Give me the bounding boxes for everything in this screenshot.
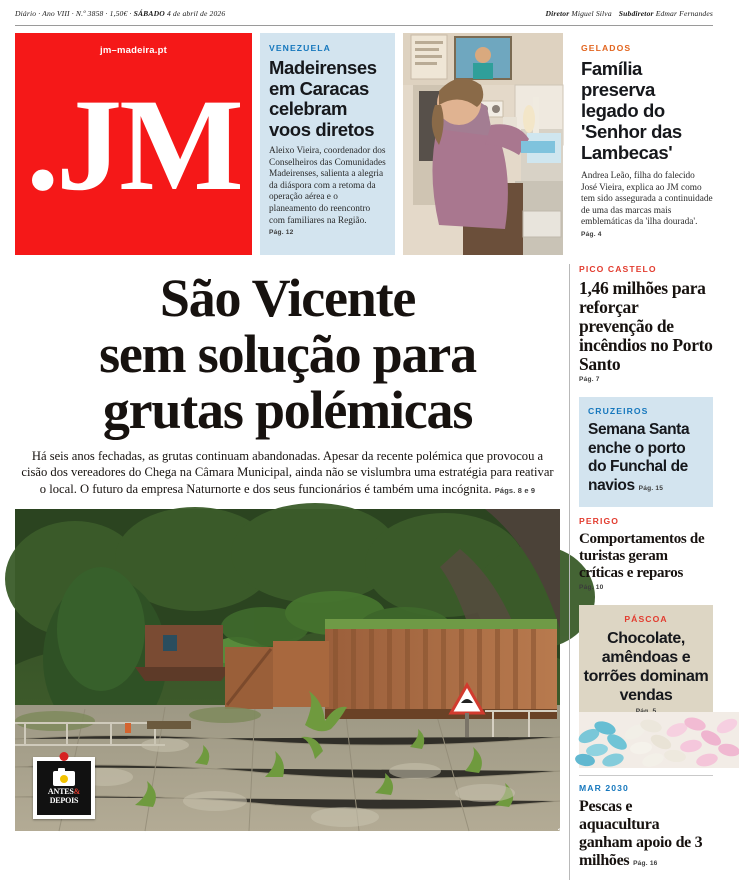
kicker-perigo: PERIGO xyxy=(579,516,620,526)
main-headline-line-1: São Vicente xyxy=(159,268,416,328)
subdirector-name: Edmar Fernandes xyxy=(655,9,713,18)
subdirector-label: Subdiretor xyxy=(618,9,654,18)
sidebar-item-cruzeiros[interactable] xyxy=(579,397,713,507)
jm-logo-block[interactable] xyxy=(15,33,252,255)
main-headline[interactable] xyxy=(15,270,560,438)
photo-gelados xyxy=(403,33,563,255)
badge-dot-icon xyxy=(60,752,69,761)
kicker-venezuela: VENEZUELA xyxy=(269,43,331,53)
candy-photo xyxy=(579,712,713,768)
sidebar-item-pico-castelo[interactable] xyxy=(579,264,713,390)
pageref-pico-castelo[interactable]: Pág. 7 xyxy=(579,376,600,383)
gelados-photo-illustration xyxy=(403,33,563,255)
kicker-pascoa: PÁSCOA xyxy=(624,614,668,624)
sidebar-item-pascoa[interactable] xyxy=(579,605,713,768)
sidebar-item-mar-2030[interactable] xyxy=(579,775,713,880)
headline-pico-castelo[interactable]: 1,46 milhões para reforçar prevenção de incêndios no Porto Santo xyxy=(579,278,713,374)
headline-cruzeiros[interactable] xyxy=(588,421,704,498)
sidebar-item-perigo[interactable] xyxy=(579,514,713,598)
headline-text: Semana Santa enche o porto do Funchal de navios xyxy=(588,421,690,494)
headline-text: Pescas e aquacultura ganham apoio de 3 milhões xyxy=(579,798,703,869)
headline-pascoa[interactable]: Chocolate, amêndoas e torrões dominam vendas xyxy=(583,630,709,704)
pageref-main[interactable]: Págs. 8 e 9 xyxy=(494,485,536,495)
kicker-cruzeiros: CRUZEIROS xyxy=(588,406,649,416)
director-name: Miguel Silva xyxy=(571,9,612,18)
pageref-gelados[interactable]: Pág. 4 xyxy=(581,230,602,238)
badge-ampersand: & xyxy=(73,787,81,797)
main-story-column xyxy=(15,264,564,891)
body-text: Aleixo Vieira, coordenador dos Conselheiros das Comunidades Madeirenses, salienta a alegria da diáspora com a retoma da operação aérea e o planeamento do reencontro com familiares na Região. xyxy=(269,146,386,226)
main-headline-line-2: sem solução para xyxy=(99,324,476,384)
pageref-cruzeiros[interactable]: Pág. 15 xyxy=(638,484,664,492)
headline-gelados[interactable]: Família preserva legado do 'Senhor das Lambecas' xyxy=(581,58,682,163)
website-url[interactable]: jm–madeira.pt xyxy=(99,45,167,56)
top-band xyxy=(15,33,713,255)
pageref-perigo[interactable]: Pág. 10 xyxy=(579,584,604,591)
badge-label xyxy=(48,788,80,805)
antes-depois-badge[interactable] xyxy=(33,757,95,819)
edition-prefix: Diário · Ano VIII · N.º 3858 · 1,50€ · xyxy=(15,9,134,18)
kicker-pico-castelo: PICO CASTELO xyxy=(579,264,657,274)
main-photo xyxy=(15,509,564,891)
staff-info xyxy=(543,9,713,18)
masthead-strip xyxy=(15,0,713,26)
badge-line-1: ANTES xyxy=(47,787,74,797)
camera-icon xyxy=(53,771,75,786)
teaser-venezuela[interactable] xyxy=(260,33,395,255)
main-headline-line-3: grutas polémicas xyxy=(102,380,473,440)
sidebar-column xyxy=(569,264,713,880)
jm-wordmark: .JM xyxy=(26,71,241,218)
grutas-photo-illustration xyxy=(15,509,560,831)
badge-inner xyxy=(37,761,91,815)
body-venezuela xyxy=(269,146,386,239)
body-gelados xyxy=(581,171,713,241)
body-text: Andrea Leão, filha do falecido José Vieira, explica ao JM como tem sido assegurada a continuidade de uma das marcas mais emblemáticas da 'ilha dourada'. xyxy=(581,171,713,228)
main-lead-paragraph xyxy=(15,448,560,499)
headline-perigo[interactable]: Comportamentos de turistas geram críticas e reparos xyxy=(579,531,705,581)
main-area xyxy=(15,264,713,891)
director-label: Diretor xyxy=(545,9,570,18)
edition-weekday: SÁBADO xyxy=(133,9,165,18)
headline-mar-2030[interactable] xyxy=(579,798,713,873)
edition-info xyxy=(15,9,225,18)
kicker-mar-2030: MAR 2030 xyxy=(579,783,629,793)
headline-venezuela[interactable]: Madeirenses em Caracas celebram voos diretos xyxy=(269,57,377,140)
teaser-gelados[interactable] xyxy=(571,33,713,255)
sugared-almonds-illustration xyxy=(579,712,739,768)
main-photo-credit: FOTO JOANA SOUSA xyxy=(558,827,564,891)
kicker-gelados: GELADOS xyxy=(581,43,632,53)
pageref-mar-2030[interactable]: Pág. 16 xyxy=(633,860,658,867)
badge-line-2: DEPOIS xyxy=(49,795,79,805)
main-lead-text: Há seis anos fechadas, as grutas continuam abandonadas. Apesar da recente polémica que provocou a cisão dos vereadores do Chega na Câmara Municipal, ainda não se vislumbra uma estratégia para reativar o local. O futuro da empresa Naturnorte e dos seus funcionários é também uma incógnita. xyxy=(21,449,554,496)
pageref-venezuela[interactable]: Pág. 12 xyxy=(269,229,294,237)
edition-date: 4 de abril de 2026 xyxy=(164,9,226,18)
